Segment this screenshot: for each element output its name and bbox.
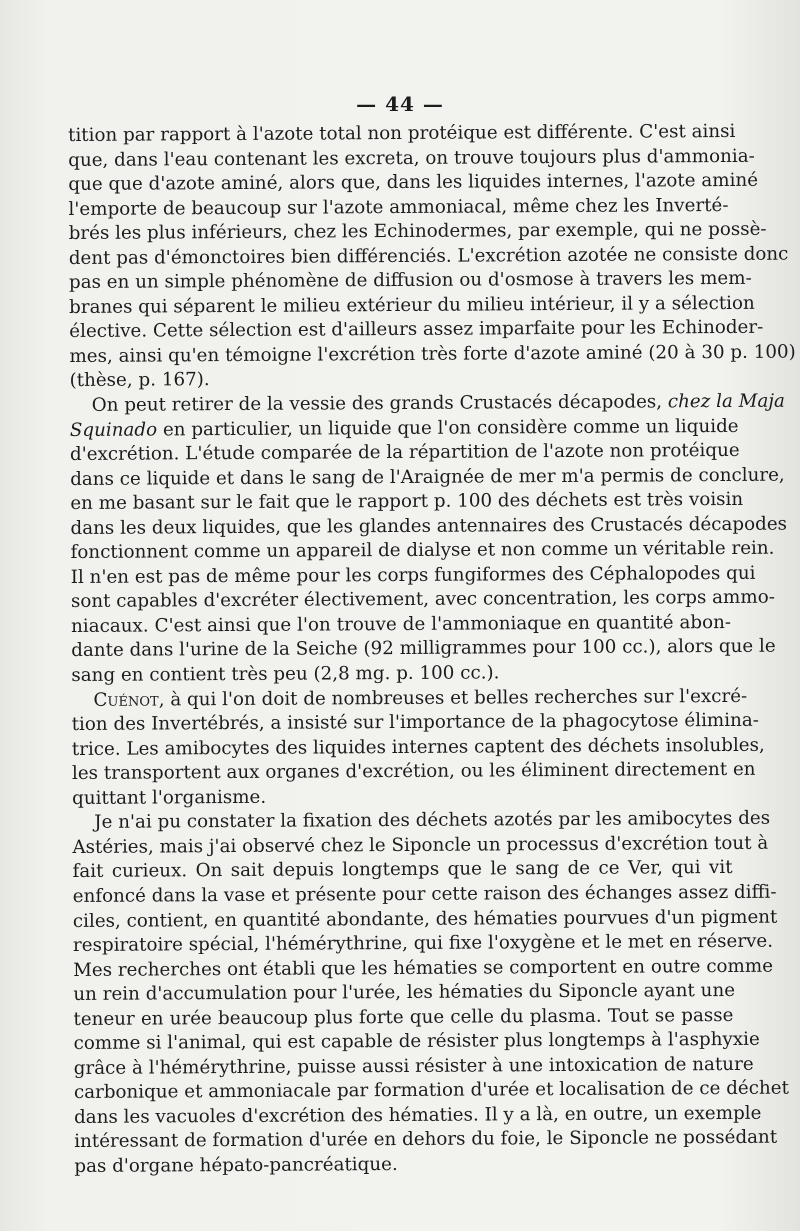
page-number: — 44 —: [356, 92, 444, 116]
text-line: élective. Cette sélection est d'ailleurs assez imparfaite pour les Echinoder-: [69, 317, 764, 343]
text-line: grâce à l'hémérythrine, puisse aussi résister à une intoxication de nature: [73, 1053, 754, 1079]
text-segment: On peut retirer de la vessie des grands Crustacés décapodes,: [91, 391, 663, 416]
text-line: dans ce liquide et dans le sang de l'Araignée de mer m'a permis de conclure,: [70, 464, 785, 490]
text-line: sang en contient très peu (2,8 mg. p. 100 cc.).: [71, 662, 500, 687]
paragraph-2: [69, 390, 788, 689]
text-line: tition par rapport à l'azote total non protéique est différente. C'est ainsi: [68, 120, 736, 146]
text-line: comme si l'animal, qui est capable de résister plus longtemps à l'asphyxie: [73, 1029, 760, 1055]
author-name: Cuénot: [93, 689, 159, 711]
text-segment: en particulier, un liquide que l'on considère comme un liquide: [157, 415, 739, 441]
text-line: pas d'organe hépato-pancréatique.: [74, 1153, 398, 1177]
text-line: [70, 390, 785, 419]
text-line: Je n'ai pu constater la fixation des déchets azotés par les amibocytes des: [94, 808, 771, 834]
text-line: mes, ainsi qu'en témoigne l'excrétion très forte d'azote aminé (20 à 30 p. 100): [69, 341, 796, 367]
text-line: intéressant de formation d'urée en dehors du foie, le Siponcle ne possédant: [74, 1127, 778, 1153]
text-line: fonctionnent comme un appareil de dialyse et non comme un véritable rein.: [70, 537, 775, 564]
paragraph-4: [72, 807, 789, 1179]
paragraph-1: [68, 120, 796, 394]
text-line: Il n'en est pas de même pour les corps fungiformes des Céphalopodes qui: [70, 562, 756, 588]
text-line: brés les plus inférieurs, chez les Echinodermes, par exemple, qui ne possè-: [68, 218, 767, 245]
paragraph-3: [71, 685, 765, 812]
text-line: dans les deux liquides, que les glandes antennaires des Crustacés décapodes: [70, 513, 788, 539]
text-line: sont capables d'excréter électivement, avec concentration, les corps ammo-: [70, 587, 775, 613]
text-line: (thèse, p. 167).: [69, 369, 210, 392]
text-line: les transportent aux organes d'excrétion, ou les éliminent directement en: [71, 759, 756, 785]
text-line: quittant l'organisme.: [72, 786, 267, 809]
text-line: pas en un simple phénomène de diffusion ou d'osmose à travers les mem-: [68, 268, 752, 294]
italic-text: chez la Maja: [667, 390, 785, 413]
text-line: tion des Invertébrés, a insisté sur l'importance de la phagocytose élimina-: [71, 709, 760, 736]
text-line: branes qui séparent le milieu extérieur du milieu intérieur, il y a sélection: [69, 292, 755, 318]
text-line: enfoncé dans la vase et présente pour cette raison des échanges assez diffi-: [72, 881, 777, 907]
text-line: respiratoire spécial, l'hémérythrine, qui fixe l'oxygène et le met en réserve.: [72, 930, 774, 957]
text-line: trice. Les amibocytes des liquides internes captent des déchets insolubles,: [71, 734, 765, 760]
text-segment: , à qui l'on doit de nombreuses et belles recherches sur l'excré-: [158, 685, 748, 711]
text-line: en me basant sur le fait que le rapport p. 100 des déchets est très voisin: [70, 489, 744, 515]
text-line: dent pas d'émonctoires bien différenciés. L'excrétion azotée ne consiste donc: [68, 243, 789, 269]
text-line: l'emporte de beaucoup sur l'azote ammoniacal, même chez les Inverté-: [68, 194, 729, 220]
text-line: dante dans l'urine de la Seiche (92 milligrammes pour 100 cc.), alors que le: [71, 636, 776, 662]
text-line: niacaux. C'est ainsi que l'on trouve de l'ammoniaque en quantité abon-: [71, 611, 732, 637]
text-line: que, dans l'eau contenant les excreta, on trouve toujours plus d'ammonia-: [68, 145, 755, 171]
text-line: ciles, contient, en quantité abondante, des hématies pourvues d'un pigment: [72, 906, 778, 932]
body-text: [68, 120, 796, 1180]
text-line: d'excrétion. L'étude comparée de la répartition de l'azote non protéique: [69, 440, 740, 466]
italic-text: Squinado: [69, 419, 158, 441]
text-line: Mes recherches ont établi que les hématies se comportent en outre comme: [73, 955, 774, 981]
text-line: que que d'azote aminé, alors que, dans les liquides internes, l'azote aminé: [68, 169, 759, 196]
text-line: dans les vacuoles d'excrétion des hématies. Il y a là, en outre, un exemple: [74, 1102, 762, 1128]
text-line: teneur en urée beaucoup plus forte que celle du plasma. Tout se passe: [73, 1004, 734, 1030]
text-line: un rein d'accumulation pour l'urée, les hématies du Siponcle ayant une: [73, 980, 736, 1006]
text-line: carbonique et ammoniacale par formation d'urée et localisation de ce déchet: [73, 1077, 789, 1104]
text-line: fait curieux. On sait depuis longtemps que le sang de ce Ver, qui vit: [72, 857, 733, 883]
text-line: Astéries, mais j'ai observé chez le Siponcle un processus d'excrétion tout à: [72, 832, 769, 858]
